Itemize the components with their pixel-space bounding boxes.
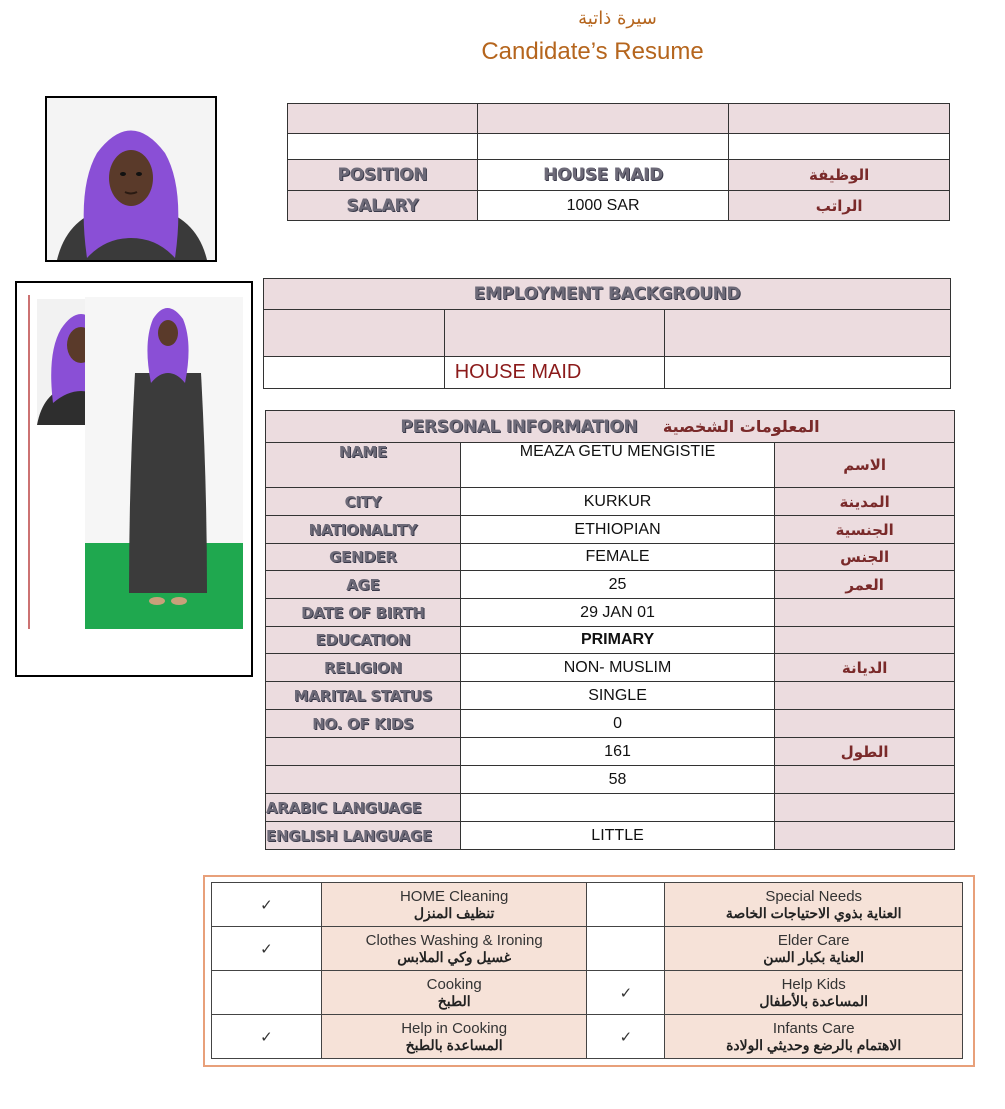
personal-field-label: RELIGION (266, 654, 461, 682)
personal-info-row (266, 599, 955, 627)
personal-field-label: EDUCATION (266, 627, 461, 654)
position-label-ar: الوظيفة (729, 160, 950, 191)
position-table-cell (477, 134, 729, 160)
skill-right-en: Elder Care (777, 931, 850, 949)
personal-info-row (266, 766, 955, 794)
employment-cell (444, 310, 665, 357)
personal-info-row (266, 571, 955, 599)
passport-photo-frame (45, 96, 217, 262)
skill-right-en: Infants Care (772, 1019, 855, 1037)
personal-field-value: SINGLE (460, 682, 774, 710)
personal-field-label-ar: العمر (775, 571, 955, 599)
position-value: HOUSE MAID (477, 160, 729, 191)
skill-right-en: Special Needs (765, 887, 863, 905)
personal-info-title-ar: المعلومات الشخصية (662, 416, 820, 436)
passport-photo (47, 98, 215, 260)
position-table (287, 103, 950, 221)
skill-right (665, 971, 963, 1015)
skill-left (321, 927, 587, 971)
personal-field-label-ar (775, 794, 955, 822)
skill-left-ar: غسيل وكي الملابس (397, 948, 512, 965)
skill-row (212, 883, 963, 927)
personal-field-label: GENDER (266, 544, 461, 571)
employment-value: HOUSE MAID (444, 357, 665, 389)
personal-info-table (265, 410, 955, 850)
personal-info-row (266, 822, 955, 850)
personal-field-label: DATE OF BIRTH (266, 599, 461, 627)
empty-check-cell (212, 971, 322, 1015)
skill-left-en: Clothes Washing & Ironing (365, 931, 543, 949)
personal-field-label: ENGLISH LANGUAGE (266, 822, 461, 850)
skill-right-ar: الاهتمام بالرضع وحديثي الولادة (726, 1036, 902, 1053)
personal-field-label: ARABIC LANGUAGE (266, 794, 461, 822)
personal-info-row (266, 738, 955, 766)
skill-row (212, 971, 963, 1015)
employment-title: EMPLOYMENT BACKGROUND (264, 279, 951, 310)
personal-info-row (266, 654, 955, 682)
skill-left (321, 1015, 587, 1059)
personal-field-label-ar: المدينة (775, 488, 955, 516)
personal-field-label-ar (775, 599, 955, 627)
skill-left-en: Help in Cooking (401, 1019, 508, 1037)
skill-left-ar: الطبخ (437, 992, 471, 1009)
personal-field-label-ar: الديانة (775, 654, 955, 682)
personal-field-label-ar (775, 822, 955, 850)
personal-field-label-ar (775, 710, 955, 738)
employment-cell (264, 310, 445, 357)
position-table-cell (729, 134, 950, 160)
personal-field-label: AGE (266, 571, 461, 599)
employment-cell (665, 357, 951, 389)
skill-row (212, 1015, 963, 1059)
skill-left-ar: المساعدة بالطبخ (405, 1036, 503, 1053)
personal-field-value (460, 794, 774, 822)
check-icon: ✓ (212, 883, 322, 927)
position-table-cell (288, 134, 478, 160)
personal-field-value: ETHIOPIAN (460, 516, 774, 544)
skill-left (321, 883, 587, 927)
position-table-cell (477, 104, 729, 134)
position-label: POSITION (288, 160, 478, 191)
employment-cell (665, 310, 951, 357)
personal-field-value: 25 (460, 571, 774, 599)
personal-info-title-row (266, 411, 955, 443)
personal-info-title: PERSONAL INFORMATION (400, 416, 638, 437)
skill-left-ar: تنظيف المنزل (413, 904, 495, 921)
check-icon: ✓ (212, 927, 322, 971)
personal-field-label: NO. OF KIDS (266, 710, 461, 738)
skill-left-en: HOME Cleaning (399, 887, 509, 905)
personal-field-label: CITY (266, 488, 461, 516)
salary-label: SALARY (288, 191, 478, 221)
personal-field-label-ar: الجنسية (775, 516, 955, 544)
check-icon: ✓ (587, 971, 665, 1015)
skill-left (321, 971, 587, 1015)
personal-field-label-ar: الاسم (775, 443, 955, 488)
salary-label-ar: الراتب (729, 191, 950, 221)
check-icon: ✓ (587, 1015, 665, 1059)
personal-field-value: KURKUR (460, 488, 774, 516)
personal-field-label: MARITAL STATUS (266, 682, 461, 710)
empty-check-cell (587, 883, 665, 927)
personal-field-label-ar (775, 627, 955, 654)
skills-rows (212, 883, 963, 1059)
personal-field-value: PRIMARY (460, 627, 774, 654)
skill-right (665, 927, 963, 971)
personal-field-value: 58 (460, 766, 774, 794)
personal-field-value: NON- MUSLIM (460, 654, 774, 682)
personal-field-label: NATIONALITY (266, 516, 461, 544)
personal-field-label-ar (775, 682, 955, 710)
page-title: Candidate’s Resume (481, 38, 704, 65)
personal-field-value: 161 (460, 738, 774, 766)
personal-field-value: MEAZA GETU MENGISTIE (460, 443, 774, 488)
personal-field-label: NAME (266, 443, 461, 488)
personal-info-row (266, 627, 955, 654)
skill-right (665, 883, 963, 927)
employment-table (263, 278, 951, 389)
employment-cell (264, 357, 445, 389)
personal-info-row (266, 544, 955, 571)
personal-info-row (266, 516, 955, 544)
skill-left-en: Cooking (426, 975, 482, 993)
personal-field-label-ar: الطول (775, 738, 955, 766)
skills-table (211, 882, 963, 1059)
personal-field-label-ar: الجنس (775, 544, 955, 571)
personal-info-row (266, 682, 955, 710)
arabic-title: سيرة ذاتية (578, 8, 657, 29)
personal-info-rows (266, 443, 955, 850)
skill-row (212, 927, 963, 971)
skill-right (665, 1015, 963, 1059)
personal-info-row (266, 443, 955, 488)
personal-field-value: FEMALE (460, 544, 774, 571)
position-table-cell (729, 104, 950, 134)
personal-field-value: LITTLE (460, 822, 774, 850)
skill-right-ar: العناية بكبار السن (763, 948, 865, 965)
personal-info-row (266, 488, 955, 516)
personal-info-row (266, 794, 955, 822)
personal-field-value: 29 JAN 01 (460, 599, 774, 627)
skill-right-ar: المساعدة بالأطفال (759, 992, 869, 1009)
skill-right-en: Help Kids (781, 975, 846, 993)
personal-info-row (266, 710, 955, 738)
skill-right-ar: العناية بذوي الاحتياجات الخاصة (725, 904, 902, 921)
personal-field-label (266, 766, 461, 794)
personal-field-label (266, 738, 461, 766)
full-body-photo (17, 283, 251, 675)
empty-check-cell (587, 927, 665, 971)
full-photo-frame (15, 281, 253, 677)
personal-field-label-ar (775, 766, 955, 794)
check-icon: ✓ (212, 1015, 322, 1059)
personal-field-value: 0 (460, 710, 774, 738)
salary-value: 1000 SAR (477, 191, 729, 221)
position-table-cell (288, 104, 478, 134)
